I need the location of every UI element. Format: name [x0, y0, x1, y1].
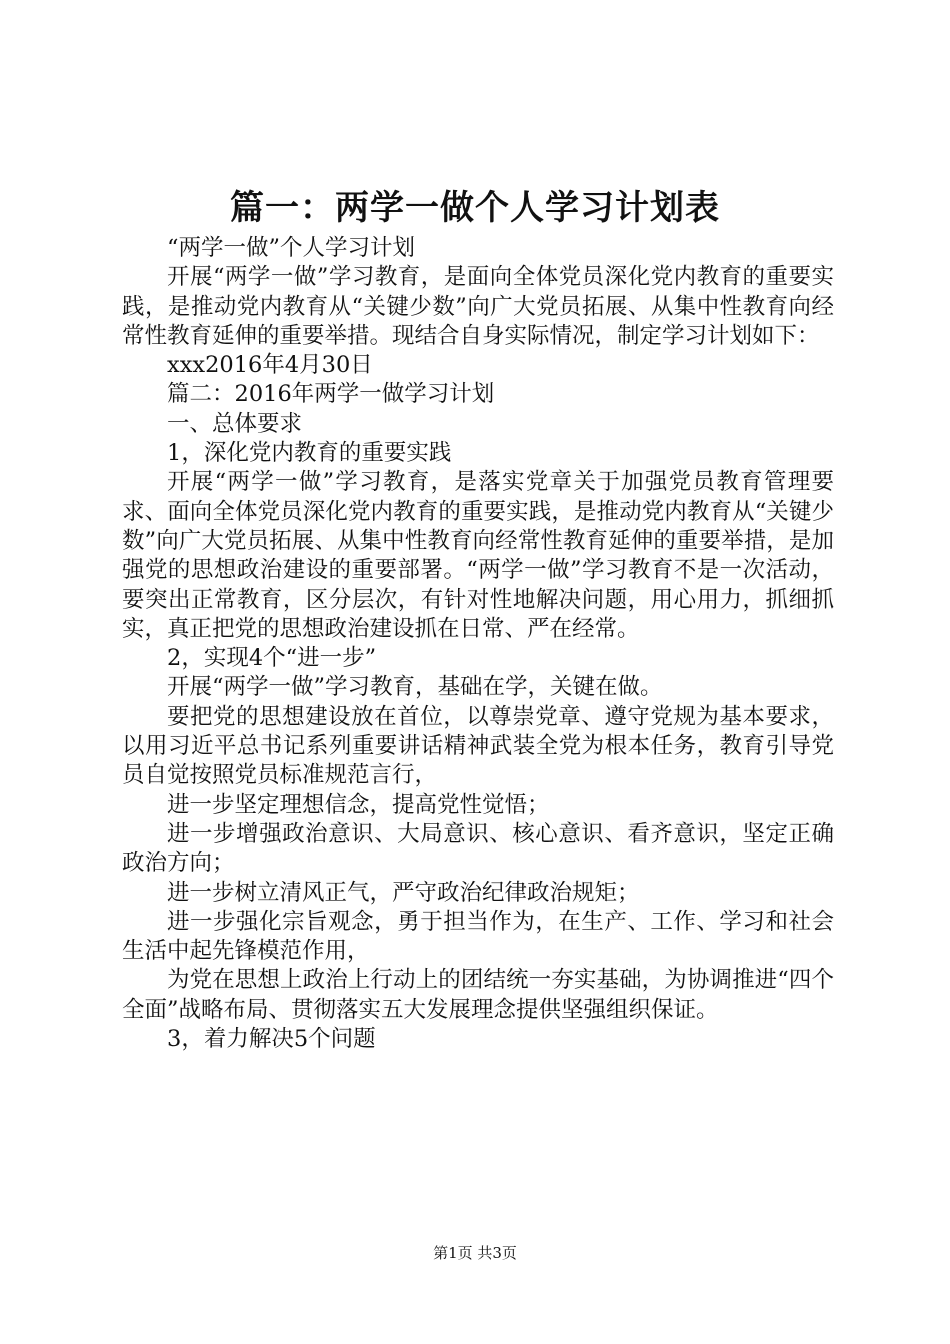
paragraph-item-2-detail: 要把党的思想建设放在首位，以尊崇党章、遵守党规为基本要求，以用习近平总书记系列重要讲话精神武装全党为根本任务，教育引导党员自觉按照党员标准规范言行， — [122, 703, 834, 789]
paragraph-general-requirements: 一、总体要求 — [167, 410, 303, 437]
document-body — [122, 234, 834, 1054]
paragraph-item-1-body: 开展“两学一做”学习教育，是落实党章关于加强党员教育管理要求、面向全体党员深化党内教育的重要实践，是推动党内教育从“关键少数”向广大党员拓展、从集中性教育向经常性教育延伸的重要举措，是加强党的思想政治建设的重要部署。“两学一做”学习教育不是一次活动，要突出正常教育，区分层次，有针对性地解决问题，用心用力，抓细抓实，真正把党的思想政治建设抓在日常、严在经常。 — [122, 469, 834, 642]
paragraph-step-2: 进一步增强政治意识、大局意识、核心意识、看齐意识，坚定正确政治方向； — [122, 820, 834, 877]
page-footer: 第1页 共3页 — [433, 1244, 517, 1262]
document-title: 篇一：两学一做个人学习计划表 — [230, 188, 720, 228]
paragraph-item-2: 2，实现4个“进一步” — [167, 645, 377, 672]
paragraph-item-1: 1，深化党内教育的重要实践 — [167, 440, 452, 467]
paragraph-conclusion: 为党在思想上政治上行动上的团结统一夯实基础，为协调推进“四个全面”战略布局、贯彻落实五大发展理念提供坚强组织保证。 — [122, 967, 834, 1023]
paragraph-step-1: 进一步坚定理想信念，提高党性觉悟； — [167, 791, 550, 818]
paragraph-item-3: 3，着力解决5个问题 — [167, 1026, 376, 1053]
paragraph-date: xxx2016年4月30日 — [167, 352, 373, 379]
paragraph-item-2-body: 开展“两学一做”学习教育，基础在学，关键在做。 — [167, 674, 663, 701]
paragraph-step-4: 进一步强化宗旨观念，勇于担当作为，在生产、工作、学习和社会生活中起先锋模范作用， — [122, 908, 834, 965]
paragraph-intro: 开展“两学一做”学习教育，是面向全体党员深化党内教育的重要实践，是推动党内教育从“关键少数”向广大党员拓展、从集中性教育向经常性教育延伸的重要举措。现结合自身实际情况，制定学习计划如下： — [122, 264, 834, 349]
paragraph-section-title: 篇二：2016年两学一做学习计划 — [167, 381, 495, 408]
paragraph-heading: “两学一做”个人学习计划 — [167, 235, 416, 261]
paragraph-step-3: 进一步树立清风正气，严守政治纪律政治规矩； — [167, 879, 640, 906]
